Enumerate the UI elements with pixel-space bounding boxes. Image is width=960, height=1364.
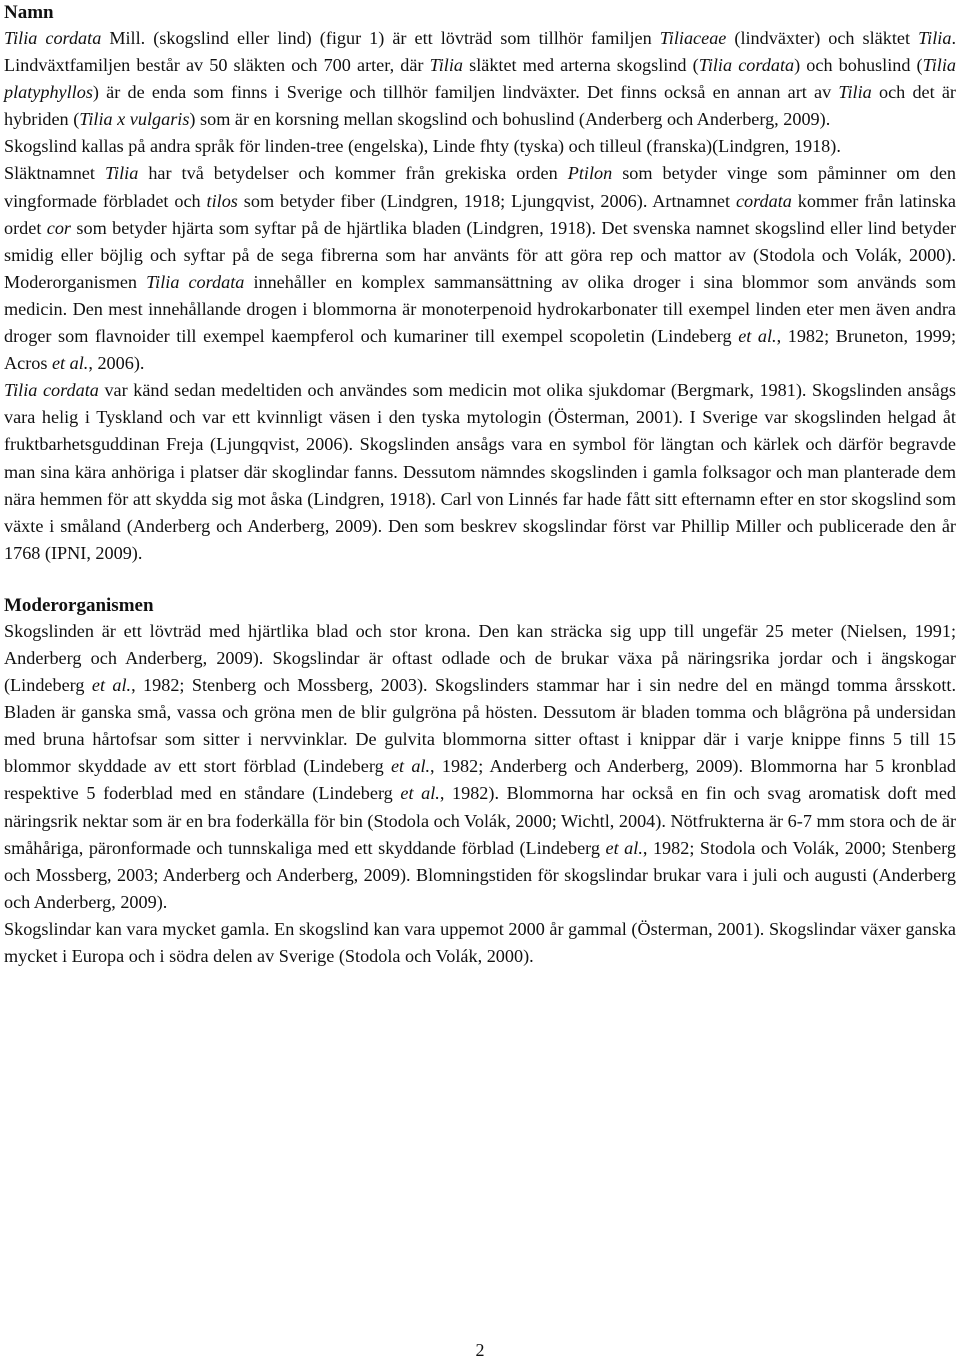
- italic-run: et al.: [390, 756, 431, 777]
- text-run: , 1982; Stenberg och Mossberg, 2003). Skogslinders stammar har i sin nedre del en mängd tomma årsskott. Bladen är ganska små, vassa och gröna men de blir gulgröna på hösten. Dessutom är bladen tomma och blågröna på undersidan med bruna hårtofsar som sitter i nervvinklar. De gulvita blommorna sitter oftast i knippar där i varje knippe finns 5 till 15 blommor skyddade av ett stort förblad (Lindeberg: [4, 675, 956, 777]
- italic-run: Tilia platyphyllos: [4, 55, 956, 103]
- paragraph: [4, 618, 956, 916]
- paragraph: [4, 160, 956, 377]
- italic-run: Tilia: [838, 82, 872, 103]
- text-run: , 1982). Blommorna har också en fin och svag aromatisk doft med näringsrik nektar som är en bra foderkälla för bin (Stodola och Volák, 2000; Wichtl, 2004). Nötfrukterna är 6-7 mm stora och de är småhåriga, päronformade och tunnskaliga med ett skyddande förblad (Lindeberg: [4, 783, 956, 858]
- paragraph: [4, 25, 956, 133]
- text-run: innehåller en komplex sammansättning av olika droger i sina blommor som används som medicin. Den mest innehållande drogen i blommorna är monoterpenoid hydrokarbonater till exempel linden eter men även andra droger som flavnoider till exempel kaempferol och kumariner till exempel scopoletin (Lindeberg: [4, 271, 956, 347]
- italic-run: Tilia cordata: [698, 55, 795, 76]
- italic-run: et al.: [605, 837, 643, 858]
- italic-run: cordata: [735, 190, 792, 211]
- paragraph: [4, 133, 956, 160]
- italic-run: et al.: [91, 675, 132, 696]
- text-run: Mill. (skogslind eller lind) (figur 1) är ett lövträd som tillhör familjen: [101, 28, 660, 48]
- text-run: som betyder vinge som påminner om den vingformade förbladet och: [4, 163, 957, 211]
- text-run: som betyder hjärta som syftar på de hjärtlika bladen (Lindgren, 1918). Det svenska namnet skogslind eller lind betyder smidig eller böjlig och syftar på de sega fibrerna som har använts för att göra rep och mattor av (Stodola och Volák, 2000). Moderorganismen: [4, 217, 956, 292]
- italic-run: et al.: [51, 353, 89, 374]
- paragraph: [4, 377, 956, 567]
- italic-run: et al.: [400, 783, 440, 804]
- page-number: 2: [475, 1340, 485, 1360]
- text-run: har två betydelser och kommer från grekiska orden: [138, 163, 568, 184]
- section-heading-namn: Namn: [4, 2, 54, 23]
- text-run: Skogslindar kan vara mycket gamla. En skogslind kan vara uppemot 2000 år gammal (Österman, 2001). Skogslindar växer ganska mycket i Europa och i södra delen av Sverige (Stodola och Volák, 2000).: [4, 918, 956, 966]
- text-run: ) är de enda som finns i Sverige och tillhör familjen lindväxter. Det finns också en annan art av: [92, 82, 839, 103]
- italic-run: Tilia cordata: [4, 380, 99, 401]
- text-run: ) och bohuslind (: [794, 55, 923, 76]
- text-run: (lindväxter) och släktet: [726, 28, 919, 48]
- section-moderorganismen-body: [4, 618, 956, 970]
- text-run: Släktnamnet: [4, 163, 105, 184]
- italic-run: Tilia: [429, 55, 463, 76]
- italic-run: Tilia x vulgaris: [79, 109, 190, 130]
- text-run: ) som är en korsning mellan skogslind och bohuslind (Anderberg och Anderberg, 2009).: [189, 109, 831, 130]
- paragraph: [4, 916, 956, 970]
- italic-run: Ptilon: [567, 163, 613, 184]
- text-run: var känd sedan medeltiden och användes som medicin mot olika sjukdomar (Bergmark, 1981). Skogslinden ansågs vara helig i Tyskland och var ett kvinnligt väsen i den tyska mytologin (Österman, 2001). I Sverige var skogslinden helgad åt fruktbarhetsguddinan Freja (Ljungqvist, 2006). Skogslinden ansågs vara en symbol för längtan och kärlek och därför begravde man sina kära anhöriga i platser där skoglindar fanns. Dessutom nämndes skogslinden i gamla folksagor och man planterade dem nära hemmen för att skydda sig mot åska (Lindgren, 1918). Carl von Linnés far hade fått sitt efternamn efter en stor skogslind som växte i småland (Anderberg och Anderberg, 2009). Den som beskrev skogslindar först var Phillip Miller och publicerade den år 1768 (IPNI, 2009).: [4, 380, 956, 563]
- italic-run: tilos: [206, 190, 238, 211]
- section-namn-body: [4, 25, 956, 567]
- text-run: Skogslinden är ett lövträd med hjärtlika blad och stor krona. Den kan sträcka sig upp till ungefär 25 meter (Nielsen, 1991; Anderberg och Anderberg, 2009). Skogslindar är oftast odlade och de brukar växa på näringsrika jordar och i ängskogar (Lindeberg: [4, 620, 956, 696]
- document-page: [4, 0, 956, 970]
- italic-run: Tilia cordata: [4, 28, 102, 48]
- italic-run: et al.: [738, 326, 777, 347]
- text-run: , 2006).: [88, 353, 145, 374]
- italic-run: Tilia: [104, 163, 139, 184]
- text-run: , 1982; Stodola och Volák, 2000; Stenberg och Mossberg, 2003; Anderberg och Anderberg, 2009). Blomningstiden för skogslindar brukar vara i juli och augusti (Anderberg och Anderberg, 2009).: [4, 837, 956, 912]
- italic-run: Tiliaceae: [659, 28, 727, 48]
- text-run: som betyder fiber (Lindgren, 1918; Ljungqvist, 2006). Artnamnet: [237, 190, 736, 211]
- section-heading-moderorganismen: Moderorganismen: [4, 594, 154, 616]
- text-run: , 1982; Anderberg och Anderberg, 2009). Blommorna har 5 kronblad respektive 5 foderblad med en ståndare (Lindeberg: [4, 756, 956, 804]
- italic-run: cor: [46, 217, 72, 238]
- text-run: . Lindväxtfamiljen består av 50 släkten och 700 arter, där: [4, 28, 956, 76]
- text-run: Skogslind kallas på andra språk för linden-tree (engelska), Linde fhty (tyska) och tilleul (franska)(Lindgren, 1918).: [4, 136, 841, 157]
- text-run: , 1982; Bruneton, 1999; Acros: [4, 326, 956, 374]
- text-run: och det är hybriden (: [4, 82, 956, 130]
- text-run: kommer från latinska ordet: [4, 190, 956, 238]
- text-run: släktet med arterna skogslind (: [463, 55, 699, 76]
- italic-run: Tilia: [918, 28, 952, 48]
- italic-run: Tilia cordata: [146, 271, 245, 292]
